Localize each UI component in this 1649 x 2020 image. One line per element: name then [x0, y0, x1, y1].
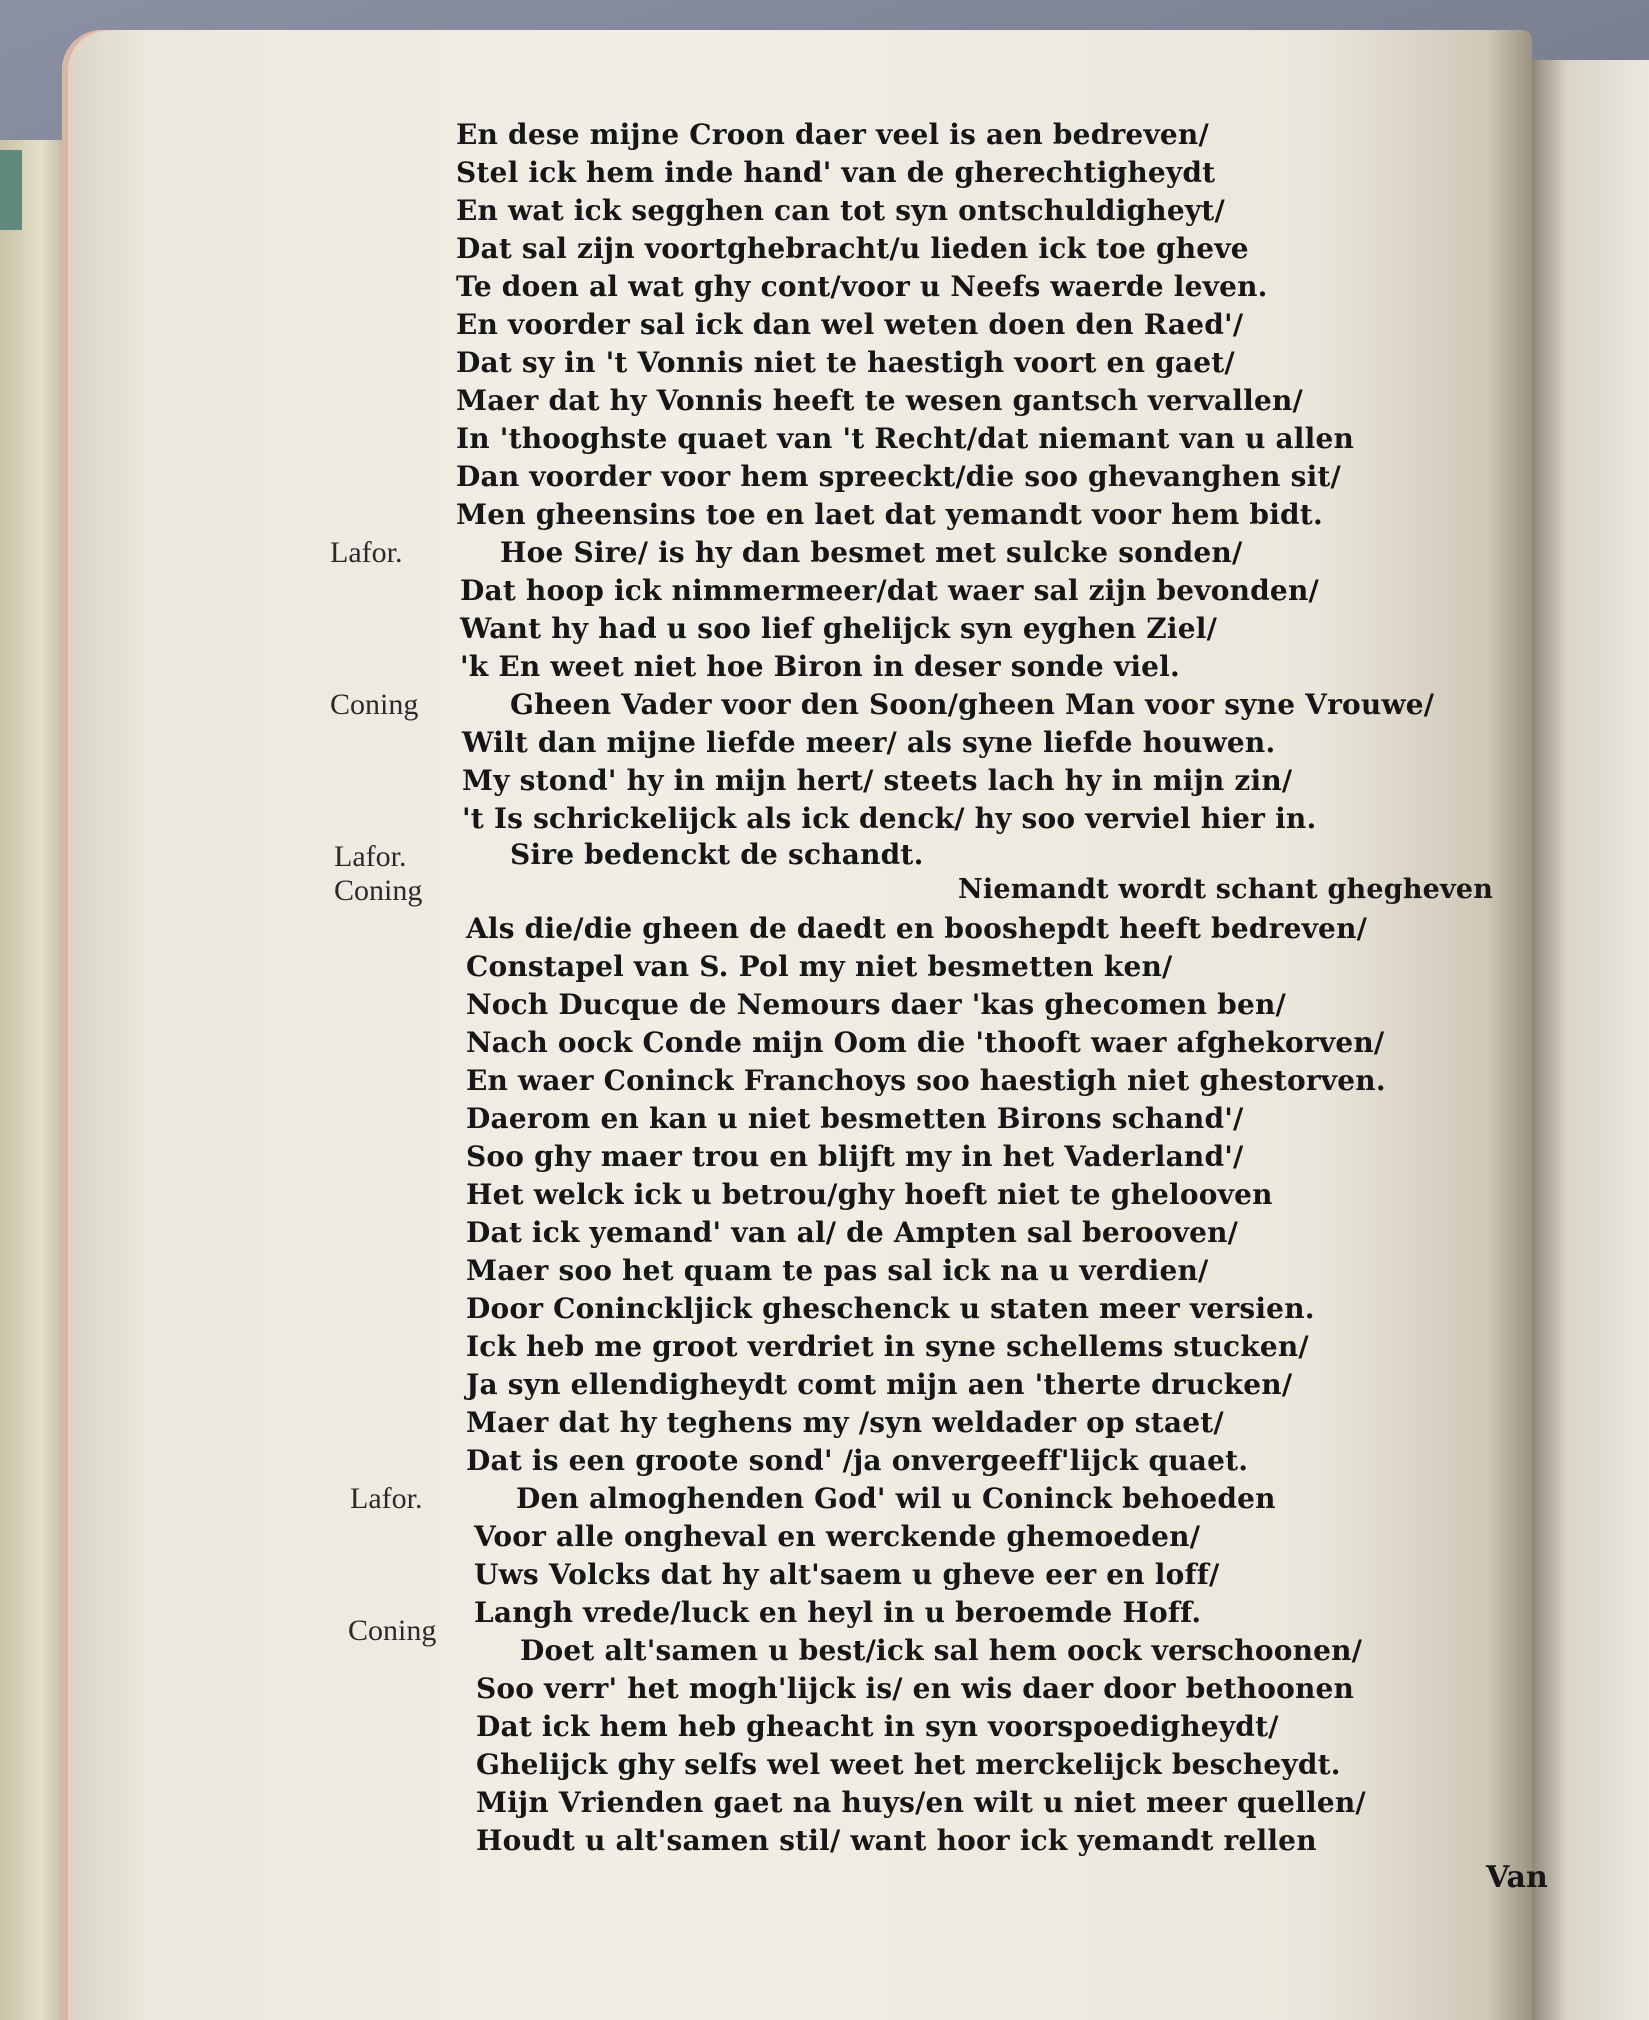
verse-line: Door Coninckljick gheschenck u staten meer versien. — [466, 1292, 1315, 1325]
verse-line: 't Is schrickelijck als ick denck/ hy soo verviel hier in. — [462, 802, 1317, 835]
verse-line: Want hy had u soo lief ghelijck syn eyghen Ziel/ — [460, 612, 1218, 645]
verse-line: Sire bedenckt de schandt. — [510, 838, 924, 871]
verse-line: My stond' hy in mijn hert/ steets lach hy in mijn zin/ — [462, 764, 1293, 797]
speaker-label: Coning — [334, 874, 423, 907]
catchword: Van — [1486, 1860, 1548, 1895]
verse-line: Nach oock Conde mijn Oom die 'thooft waer afghekorven/ — [466, 1026, 1385, 1059]
verse-line: Soo ghy maer trou en blijft my in het Vaderland'/ — [466, 1140, 1244, 1173]
verse-line: Dat hoop ick nimmermeer/dat waer sal zijn bevonden/ — [460, 574, 1319, 607]
verse-line: Den almoghenden God' wil u Coninck behoeden — [516, 1482, 1276, 1515]
verse-line: Als die/die gheen de daedt en booshepdt heeft bedreven/ — [466, 912, 1368, 945]
verse-line: Maer dat hy teghens my /syn weldader op staet/ — [466, 1406, 1224, 1439]
verse-line: En waer Coninck Franchoys soo haestigh niet ghestorven. — [466, 1064, 1386, 1097]
speaker-label: Lafor. — [330, 536, 403, 569]
speaker-label: Lafor. — [334, 840, 407, 873]
verse-line: Niemandt wordt schant ghegheven — [958, 874, 1494, 905]
verse-line: Dat ick hem heb gheacht in syn voorspoedigheydt/ — [476, 1710, 1279, 1743]
speaker-label: Coning — [330, 688, 419, 721]
verse-line: Dat is een groote sond' /ja onvergeeff'lijck quaet. — [466, 1444, 1249, 1477]
verse-line: En dese mijne Croon daer veel is aen bedreven/ — [456, 118, 1209, 151]
verse-line: Noch Ducque de Nemours daer 'kas ghecomen ben/ — [466, 988, 1286, 1021]
verse-line: Houdt u alt'samen stil/ want hoor ick yemandt rellen — [476, 1824, 1317, 1857]
verse-line: Constapel van S. Pol my niet besmetten ken/ — [466, 950, 1173, 983]
verse-line: Men gheensins toe en laet dat yemandt voor hem bidt. — [456, 498, 1323, 531]
verse-line: En voorder sal ick dan wel weten doen den Raed'/ — [456, 308, 1244, 341]
verse-line: Gheen Vader voor den Soon/gheen Man voor syne Vrouwe/ — [510, 688, 1435, 721]
verse-line: Dat sy in 't Vonnis niet te haestigh voort en gaet/ — [456, 346, 1235, 379]
verse-line: Het welck ick u betrou/ghy hoeft niet te ghelooven — [466, 1178, 1273, 1211]
verse-line: Stel ick hem inde hand' van de gherechtigheydt — [456, 156, 1216, 189]
verse-line: Uws Volcks dat hy alt'saem u gheve eer en loff/ — [474, 1558, 1220, 1591]
verse-line: Dat ick yemand' van al/ de Ampten sal berooven/ — [466, 1216, 1239, 1249]
verse-line: Doet alt'samen u best/ick sal hem oock verschoonen/ — [520, 1634, 1363, 1667]
verse-line: Ja syn ellendigheydt comt mijn aen 'therte drucken/ — [466, 1368, 1293, 1401]
verse-line: Ick heb me groot verdriet in syne schellems stucken/ — [466, 1330, 1309, 1363]
speaker-label: Coning — [348, 1614, 437, 1647]
verse-line: Mijn Vrienden gaet na huys/en wilt u niet meer quellen/ — [476, 1786, 1366, 1819]
verse-line: Soo verr' het mogh'lijck is/ en wis daer door bethoonen — [476, 1672, 1355, 1705]
verse-line: Maer soo het quam te pas sal ick na u verdien/ — [466, 1254, 1209, 1287]
verse-line: Daerom en kan u niet besmetten Birons schand'/ — [466, 1102, 1244, 1135]
verse-line: Maer dat hy Vonnis heeft te wesen gantsch vervallen/ — [456, 384, 1303, 417]
verse-line: 'k En weet niet hoe Biron in deser sonde viel. — [460, 650, 1180, 683]
speaker-label: Lafor. — [350, 1482, 423, 1515]
verse-line: In 'thooghste quaet van 't Recht/dat niemant van u allen — [456, 422, 1355, 455]
verse-line: Dat sal zijn voortghebracht/u lieden ick toe gheve — [456, 232, 1249, 265]
verse-line: Ghelijck ghy selfs wel weet het merckelijck bescheydt. — [476, 1748, 1341, 1781]
verse-line: Dan voorder voor hem spreeckt/die soo ghevanghen sit/ — [456, 460, 1341, 493]
verse-line: Voor alle ongheval en werckende ghemoeden/ — [474, 1520, 1201, 1553]
verse-line: Te doen al wat ghy cont/voor u Neefs waerde leven. — [456, 270, 1268, 303]
verse-line: En wat ick segghen can tot syn ontschuldigheyt/ — [456, 194, 1225, 227]
verse-line: Langh vrede/luck en heyl in u beroemde Hoff. — [474, 1596, 1202, 1629]
verse-line: Hoe Sire/ is hy dan besmet met sulcke sonden/ — [500, 536, 1243, 569]
verse-line: Wilt dan mijne liefde meer/ als syne liefde houwen. — [462, 726, 1276, 759]
